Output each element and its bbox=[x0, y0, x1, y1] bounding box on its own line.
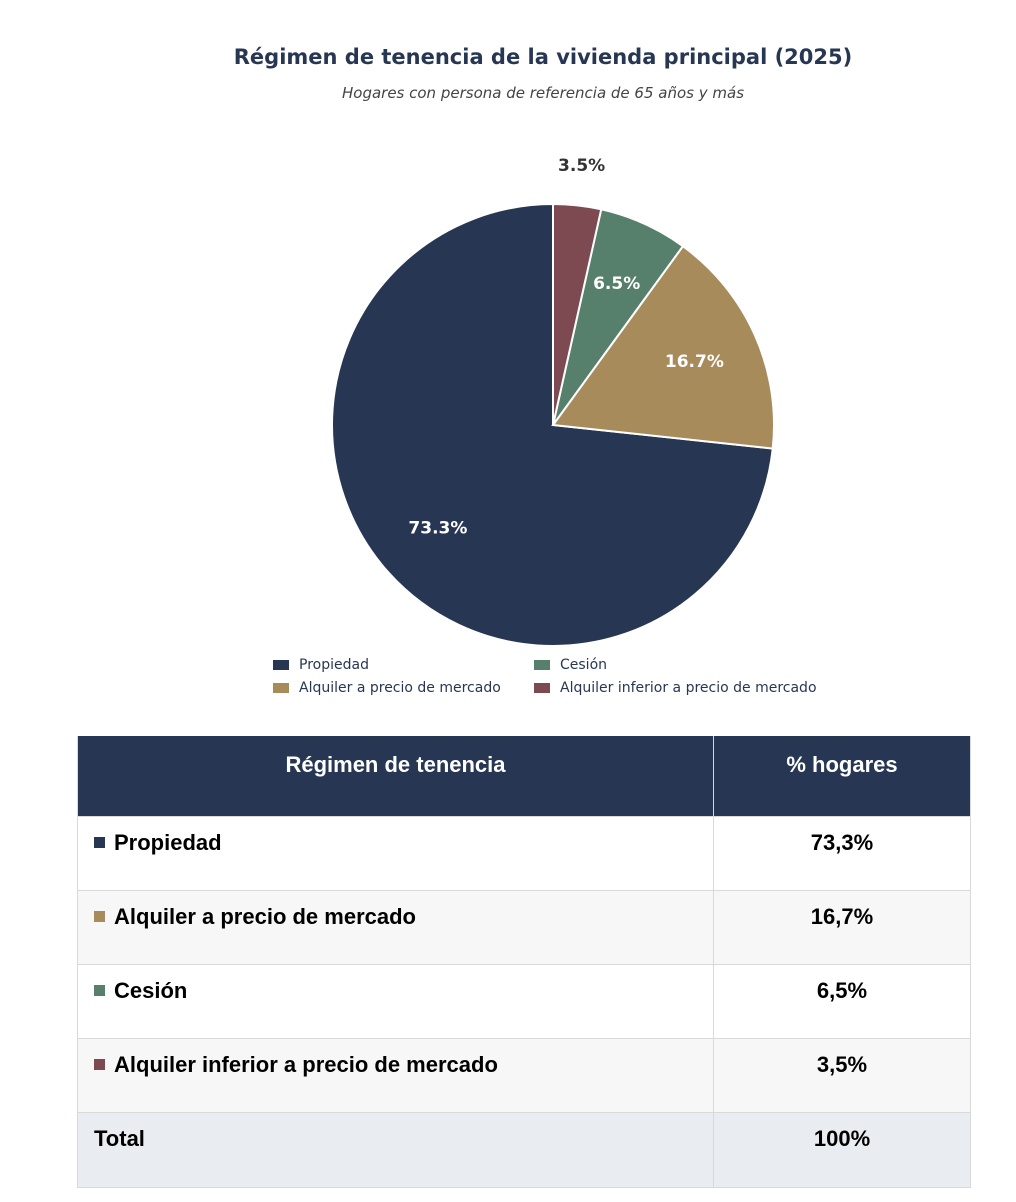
table-header-row bbox=[78, 736, 971, 816]
column-header-hogares: % hogares bbox=[714, 736, 971, 816]
legend-label: Alquiler a precio de mercado bbox=[299, 680, 501, 696]
legend-label: Alquiler inferior a precio de mercado bbox=[560, 680, 817, 696]
pie-slices bbox=[332, 204, 774, 646]
chart-subtitle: Hogares con persona de referencia de 65 años y más bbox=[341, 84, 745, 102]
total-value: 100% bbox=[714, 1112, 971, 1187]
column-header-regimen: Régimen de tenencia bbox=[78, 736, 714, 816]
total-label: Total bbox=[78, 1112, 714, 1187]
row-label-cell bbox=[78, 816, 714, 890]
row-label: Propiedad bbox=[114, 829, 222, 855]
table-row bbox=[78, 816, 971, 890]
chart-legend bbox=[273, 657, 817, 696]
legend-swatch-icon bbox=[534, 660, 550, 670]
legend-swatch-icon bbox=[273, 683, 289, 693]
color-swatch-icon bbox=[94, 1059, 105, 1070]
row-label: Alquiler a precio de mercado bbox=[114, 903, 416, 929]
row-value: 6,5% bbox=[714, 964, 971, 1038]
slice-label: 6.5% bbox=[593, 274, 641, 295]
chart-title: Régimen de tenencia de la vivienda principal (2025) bbox=[233, 45, 853, 69]
row-label: Cesión bbox=[114, 977, 188, 1003]
legend-label: Propiedad bbox=[299, 657, 369, 673]
tenure-table bbox=[77, 736, 971, 1188]
row-value: 16,7% bbox=[714, 890, 971, 964]
color-swatch-icon bbox=[94, 837, 105, 848]
table-row bbox=[78, 890, 971, 964]
legend-swatch-icon bbox=[534, 683, 550, 693]
color-swatch-icon bbox=[94, 985, 105, 996]
row-label-cell bbox=[78, 1038, 714, 1112]
row-value: 73,3% bbox=[714, 816, 971, 890]
legend-label: Cesión bbox=[560, 657, 608, 673]
color-swatch-icon bbox=[94, 911, 105, 922]
slice-label: 3.5% bbox=[558, 155, 606, 176]
row-label-cell bbox=[78, 890, 714, 964]
slice-label: 16.7% bbox=[664, 352, 724, 373]
row-label-cell bbox=[78, 964, 714, 1038]
row-label: Alquiler inferior a precio de mercado bbox=[114, 1051, 498, 1077]
table-row bbox=[78, 1038, 971, 1112]
row-value: 3,5% bbox=[714, 1038, 971, 1112]
slice-label: 73.3% bbox=[408, 518, 468, 539]
total-row bbox=[78, 1112, 971, 1187]
legend-swatch-icon bbox=[273, 660, 289, 670]
table-row bbox=[78, 964, 971, 1038]
